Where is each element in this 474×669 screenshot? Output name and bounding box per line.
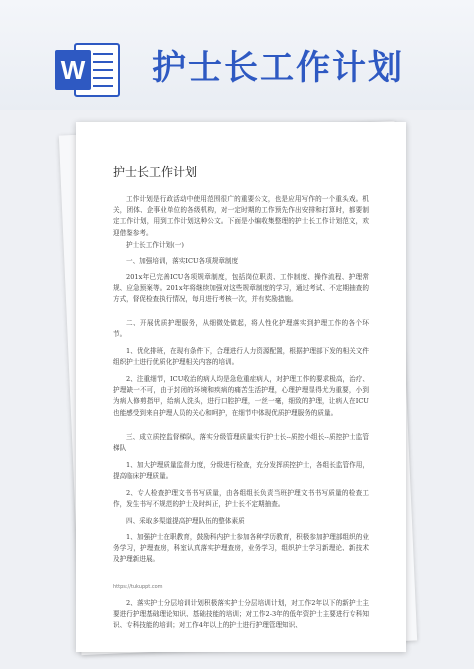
banner (0, 0, 474, 110)
document-page (76, 122, 406, 652)
svg-text:W: W (60, 55, 86, 85)
banner-title: 护士长工作计划 (152, 48, 404, 88)
item-4-2: 2、落实护士分层培训计划积极落实护士分层培训计划，对工作2年以下的新护士主要进行护理基础理论知识、基础技能的培训；对工作2-3年的低年资护士主要进行专科知识、专科技能的培训；对工作4年以上的护士进行护理管理知识、 (113, 599, 369, 630)
section-heading-1: 一、加强培训，落实ICU各项规章制度 (126, 257, 239, 265)
item-3-2: 2、专人检查护理文书书写质量，由各组组长负责当班护理文书书写质量的检查工作，发生书写不规范的护士及时纠正，护士长不定期抽查。 (113, 489, 369, 509)
item-3-1: 1、加大护理质量监督力度，分级进行检查，充分发挥质控护士，各组长监管作用，提高临床护理质量。 (113, 461, 369, 481)
plan-subtitle: 护士长工作计划(一) (126, 241, 184, 249)
word-doc-icon (55, 42, 121, 98)
item-2-1: 1、优化排班，在现有条件下，合理进行人力资源配置，根据护理部下发的相关文件组织护士进行优质化护理相关内容的培训。 (113, 347, 369, 367)
section-1-body: 201x年已完善ICU各项规章制度，包括岗位职责、工作制度、操作流程、护理常规、应急预案等。201x年将继续加强对这些规章制度的学习，通过考试、不定期抽查的方式，督促检查执行情况，每月进行考核一次，并有奖励措施。 (113, 273, 369, 304)
section-heading-3: 三、成立质控监督梯队，落实分级管理质量实行护士长--质控小组长--质控护士监管梯队 (113, 433, 369, 453)
section-heading-2: 二、开展优质护理服务，从细微处做起，将人性化护理落实到护理工作的各个环节。 (113, 319, 369, 339)
item-2-2: 2、注重细节，ICU收治的病人均是急危重症病人，对护理工作的要求极高，治疗、护理缺一不可，由于封闭的环境和疾病的痛苦生活护理，心理护理显得尤为重要，小到为病人修剪指甲，给病人洗头，进行口腔护理，一丝一毫，细致的护理，让病人在ICU也能感受到来自护理人员的关心和呵护，在细节中体现优质护理服务的质量。 (113, 375, 369, 417)
item-4-1: 1、加强护士在职教育，鼓励科内护士参加各种学历教育，积极参加护理部组织的业务学习，护理查房，科室认真落实护理查房，业务学习，组织护士学习新理论、新技术及护理新进展。 (113, 533, 369, 564)
document-title: 护士长工作计划 (113, 165, 198, 179)
intro-paragraph: 工作计划是行政活动中使用范围很广的重要公文，也是应用写作的一个重头戏。机关，团体、企事业单位的各级机构，对一定时期的工作预先作出安排和打算时，都要制定工作计划，用到工作计划这种公文。下面是小编收集整理的护士长工作计划范文，欢迎借鉴参考。 (113, 195, 369, 237)
section-heading-4: 四、采取多渠道提高护理队伍的整体素质 (126, 517, 245, 525)
source-url: https://tukuppt.com (113, 584, 163, 590)
